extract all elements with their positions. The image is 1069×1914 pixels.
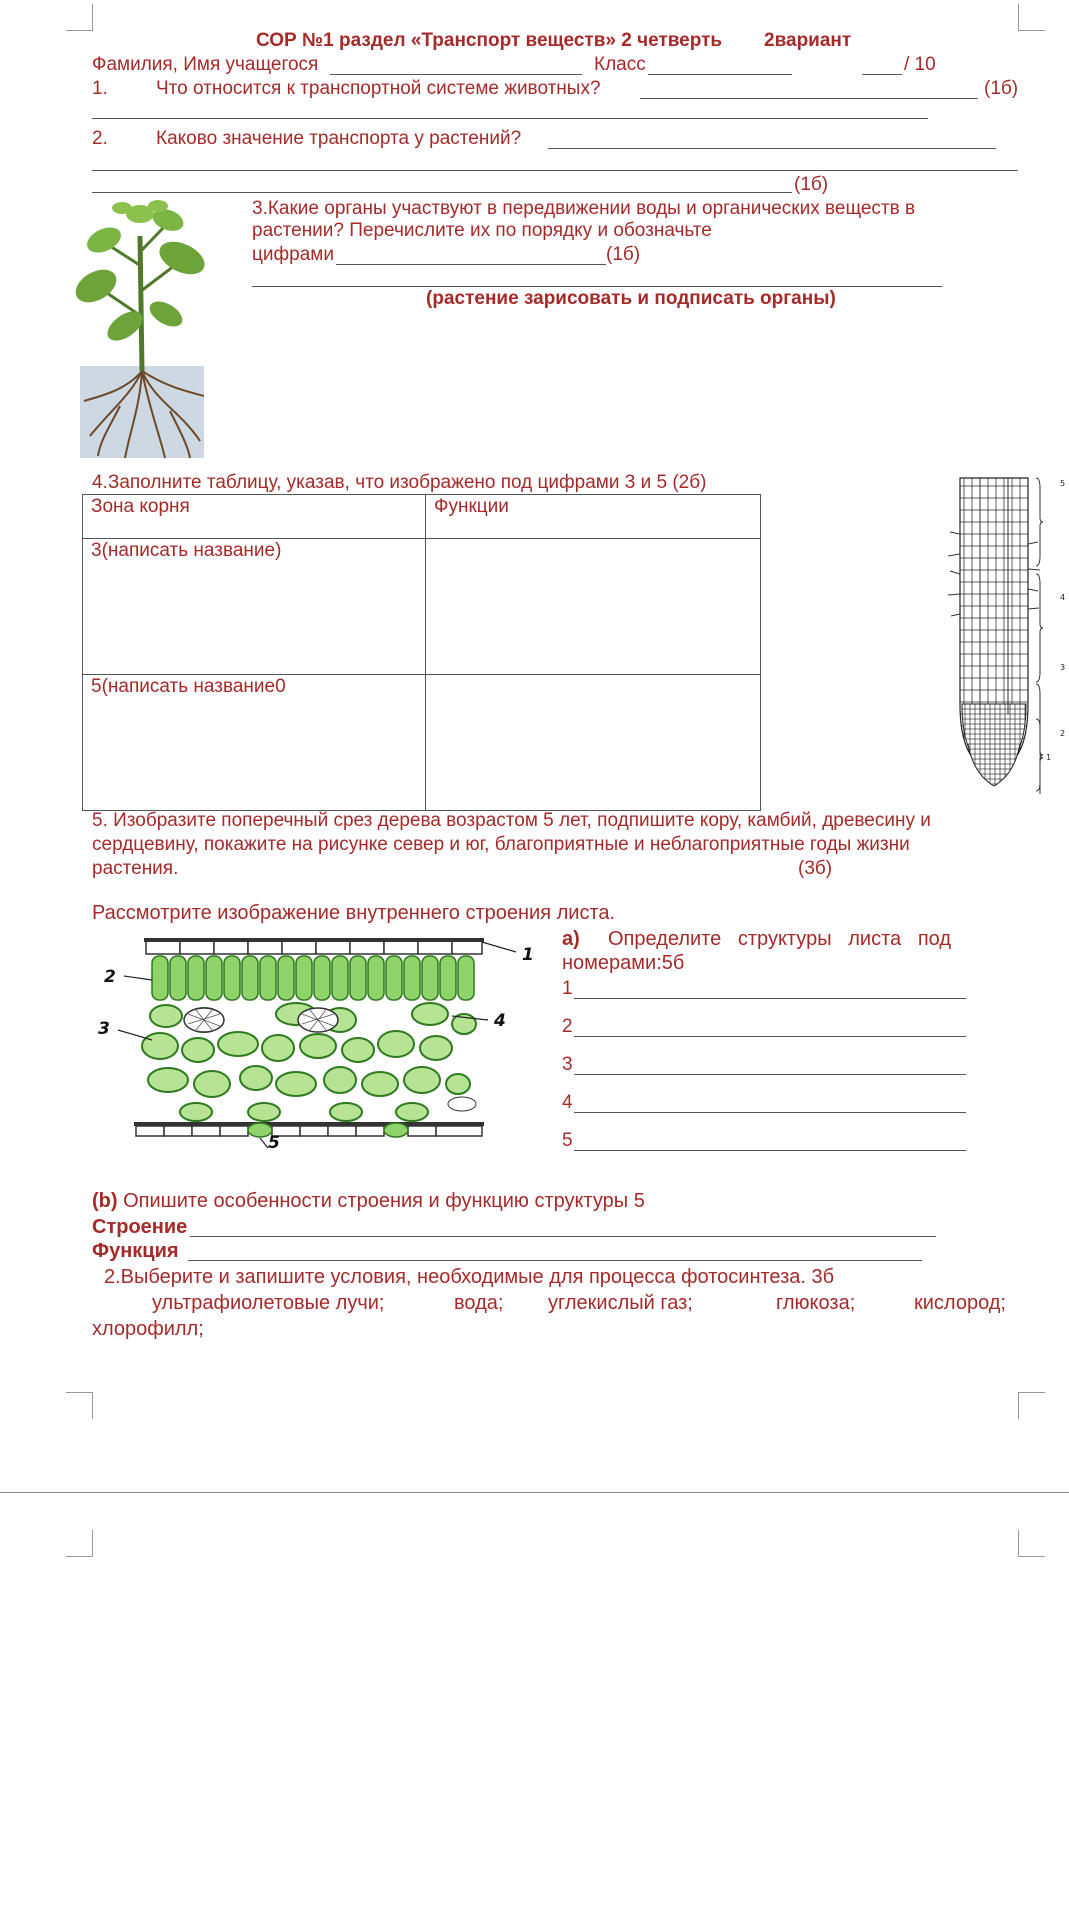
class-field[interactable] <box>648 74 792 75</box>
root-tip-illustration <box>940 474 1068 794</box>
table-row-zone-5: 5(написать название0 <box>83 675 426 811</box>
score-field[interactable] <box>862 74 902 75</box>
page-title: СОР №1 раздел «Транспорт веществ» 2 четверть <box>256 30 723 51</box>
root-label-5: 5 <box>1060 479 1066 488</box>
leaf-label-1: 1 <box>522 945 534 965</box>
root-label-2: 2 <box>1060 729 1066 738</box>
student-name-field[interactable] <box>330 74 582 75</box>
table-cell-function-3[interactable] <box>426 539 761 675</box>
option-uv-rays: ультрафиолетовые лучи; <box>152 1292 385 1314</box>
root-label-1: 1 <box>1046 753 1052 762</box>
q5-text-line3: растения. <box>92 858 179 879</box>
table-header-functions: Функции <box>426 495 761 539</box>
leaf-b-label: (b) <box>92 1190 118 1212</box>
structure-answer-line[interactable] <box>190 1236 936 1237</box>
leaf-answer-number-1: 1 <box>562 978 573 999</box>
leaf-label-4: 4 <box>494 1011 506 1031</box>
q4-text: 4.Заполните таблицу, указав, что изображено под цифрами 3 и 5 (2б) <box>92 472 707 493</box>
plant-illustration <box>70 196 210 462</box>
q5-text-line1: 5. Изобразите поперечный срез дерева возрастом 5 лет, подпишите кору, камбий, древесину и <box>92 810 931 831</box>
leaf-label-5: 5 <box>268 1133 280 1150</box>
q3-points: (1б) <box>606 244 641 265</box>
q2-number: 2. <box>92 128 108 149</box>
leaf-label-3: 3 <box>98 1019 110 1039</box>
q1-answer-line-2[interactable] <box>92 118 928 119</box>
structure-label: Строение <box>92 1216 188 1238</box>
q3-text-line3: цифрами <box>252 244 334 265</box>
leaf-answer-number-2: 2 <box>562 1016 573 1037</box>
photosynthesis-question: 2.Выберите и запишите условия, необходимые для процесса фотосинтеза. 3б <box>104 1266 835 1288</box>
corner-mark <box>66 1392 93 1419</box>
page-separator <box>0 1492 1069 1493</box>
corner-mark <box>1018 1392 1045 1419</box>
q3-answer-line-2[interactable] <box>252 286 942 287</box>
score-label: / 10 <box>904 54 936 75</box>
q3-text-line1: 3.Какие органы участвуют в передвижении воды и органических веществ в <box>252 198 916 219</box>
leaf-a-text-line2: номерами:5б <box>562 952 685 974</box>
leaf-b-question <box>92 1190 645 1212</box>
leaf-b-text: Опишите особенности строения и функцию структуры 5 <box>117 1190 645 1212</box>
option-glucose: глюкоза; <box>776 1292 856 1314</box>
leaf-answer-line-2[interactable] <box>574 1036 966 1037</box>
leaf-answer-number-3: 3 <box>562 1054 573 1075</box>
leaf-intro: Рассмотрите изображение внутреннего строения листа. <box>92 902 616 924</box>
function-label: Функция <box>92 1240 179 1262</box>
corner-mark <box>66 4 93 31</box>
q3-answer-line[interactable] <box>336 264 606 265</box>
root-label-4: 4 <box>1060 593 1066 602</box>
q1-number: 1. <box>92 78 108 99</box>
variant-label: 2вариант <box>764 30 852 51</box>
table-row-zone-3: 3(написать название) <box>83 539 426 675</box>
leaf-answer-line-3[interactable] <box>574 1074 966 1075</box>
root-zone-table <box>82 494 761 811</box>
corner-mark <box>1018 1530 1045 1557</box>
option-water: вода; <box>454 1292 504 1314</box>
root-label-3: 3 <box>1060 663 1066 672</box>
q3-note: (растение зарисовать и подписать органы) <box>426 288 836 309</box>
leaf-label-2: 2 <box>104 967 116 987</box>
student-name-label: Фамилия, Имя учащегося <box>92 54 319 75</box>
leaf-cross-section-diagram <box>96 934 536 1150</box>
corner-mark <box>1018 4 1045 31</box>
q1-points: (1б) <box>984 78 1019 99</box>
option-oxygen: кислород; <box>914 1292 1006 1314</box>
class-label: Класс <box>594 54 646 75</box>
leaf-answer-line-1[interactable] <box>574 998 966 999</box>
leaf-a-text-line1: Определите структуры листа под <box>608 928 952 950</box>
q5-points: (3б) <box>798 858 833 879</box>
leaf-answer-number-4: 4 <box>562 1092 573 1113</box>
function-answer-line[interactable] <box>188 1260 922 1261</box>
q2-text: Каково значение транспорта у растений? <box>156 128 522 149</box>
q2-answer-line[interactable] <box>548 148 996 149</box>
q1-answer-line[interactable] <box>640 98 978 99</box>
option-chlorophyll: хлорофилл; <box>92 1318 204 1340</box>
q2-points: (1б) <box>794 174 829 195</box>
table-header-zone: Зона корня <box>83 495 426 539</box>
q3-text-line2: растении? Перечислите их по порядку и обозначьте <box>252 220 712 241</box>
q2-answer-line-2[interactable] <box>92 170 1018 171</box>
q1-text: Что относится к транспортной системе животных? <box>156 78 601 99</box>
leaf-a-label: а) <box>562 928 580 950</box>
option-co2: углекислый газ; <box>548 1292 693 1314</box>
table-cell-function-5[interactable] <box>426 675 761 811</box>
corner-mark <box>66 1530 93 1557</box>
leaf-answer-line-4[interactable] <box>574 1112 966 1113</box>
q2-answer-line-3[interactable] <box>92 192 792 193</box>
leaf-answer-line-5[interactable] <box>574 1150 966 1151</box>
leaf-answer-number-5: 5 <box>562 1130 573 1151</box>
q5-text-line2: сердцевину, покажите на рисунке север и юг, благоприятные и неблагоприятные годы жизни <box>92 834 910 855</box>
